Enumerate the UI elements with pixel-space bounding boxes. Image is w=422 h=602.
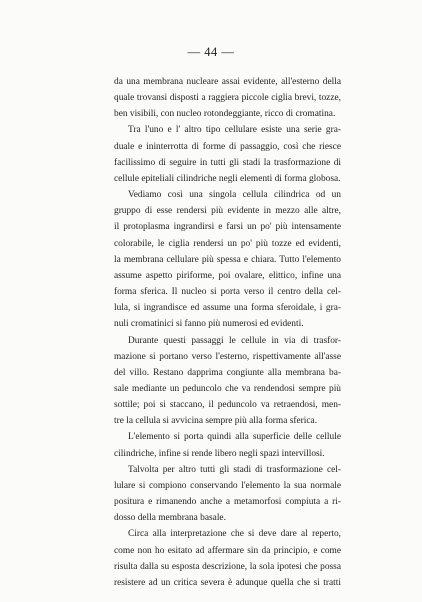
text-line: cellule epiteliali cilindriche negli elementi di forma globosa. <box>114 173 341 184</box>
text-line: la membrana cellulare più spessa e chiara. Tutto l'elemento <box>114 254 341 265</box>
text-line: colorabile, le ciglia rendersi un po' più tozze ed evidenti, <box>114 238 341 249</box>
text-line: come non ho esitato ad affermare sin da principio, e come <box>114 545 341 556</box>
text-line: lula, si ingrandisce ed assume una forma sferoidale, i gra- <box>114 303 341 314</box>
text-line: duale e ininterrotta di forme di passaggio, così che riesce <box>114 141 341 152</box>
text-line: mazione si portano verso l'esterno, rispettivamente all'asse <box>114 351 341 362</box>
text-line: sale mediante un peduncolo che va rendendosi sempre più <box>114 383 341 394</box>
text-line: quale trovansi disposti a raggiera piccole ciglia brevi, tozze, <box>114 93 341 104</box>
body-text <box>114 74 341 591</box>
text-line: risulta dalla su esposta descrizione, la sola ipotesi che possa <box>114 561 341 572</box>
text-line: cilindriche, infine si rende libero negli spazi intervillosi. <box>114 448 325 459</box>
text-line: tre la cellula si avvicina sempre più alla forma sferica. <box>114 416 318 427</box>
text-line: ben visibili, con nucleo rotondeggiante, ricco di cromatina. <box>114 109 336 120</box>
text-line: L'elemento si porta quindi alla superficie delle cellule <box>128 432 341 443</box>
text-line: nuli cromatinici si fanno più numerosi ed evidenti. <box>114 319 304 330</box>
text-line: Circa alla interpretazione che si deve dare al reperto, <box>128 529 341 540</box>
text-line: resistere ad un critica severa è adunque quella che si tratti <box>114 577 341 588</box>
text-line: positura e rimanendo anche a metamorfosi compiuta a ri- <box>114 497 341 508</box>
text-line: forma sferica. Il nucleo si porta verso il centro della cel- <box>114 287 341 298</box>
text-line: lulare si compiono conservando l'elemento la sua normale <box>114 480 341 491</box>
text-line: gruppo di esse rendersi più evidente in mezzo alle altre, <box>114 206 341 217</box>
text-line: sottile; poi si staccano, il peduncolo va retraendosi, men- <box>114 400 341 411</box>
text-line: Tra l'uno e l' altro tipo cellulare esiste una serie gra- <box>128 125 341 136</box>
text-line: facilissimo di seguire in tutti gli stadi la trasformazione di <box>114 157 341 168</box>
text-line: dosso della membrana basale. <box>114 513 226 524</box>
page-number: — 44 — <box>187 45 235 59</box>
text-line: assume aspetto piriforme, poi ovalare, elittico, infine una <box>114 270 341 281</box>
text-line: Talvolta per altro tutti gli stadi di trasformazione cel- <box>128 464 341 475</box>
text-line: il protoplasma ingrandirsi e farsi un po' più intensamente <box>114 222 341 233</box>
text-line: da una membrana nucleare assai evidente, all'esterno della <box>114 77 341 87</box>
text-line: Durante questi passaggi le cellule in via di trasfor- <box>128 335 341 346</box>
text-line: Vediamo così una singola cellula cilindrica od un <box>128 190 341 201</box>
text-line: del villo. Restano dapprima congiunte alla membrana ba- <box>114 367 341 378</box>
